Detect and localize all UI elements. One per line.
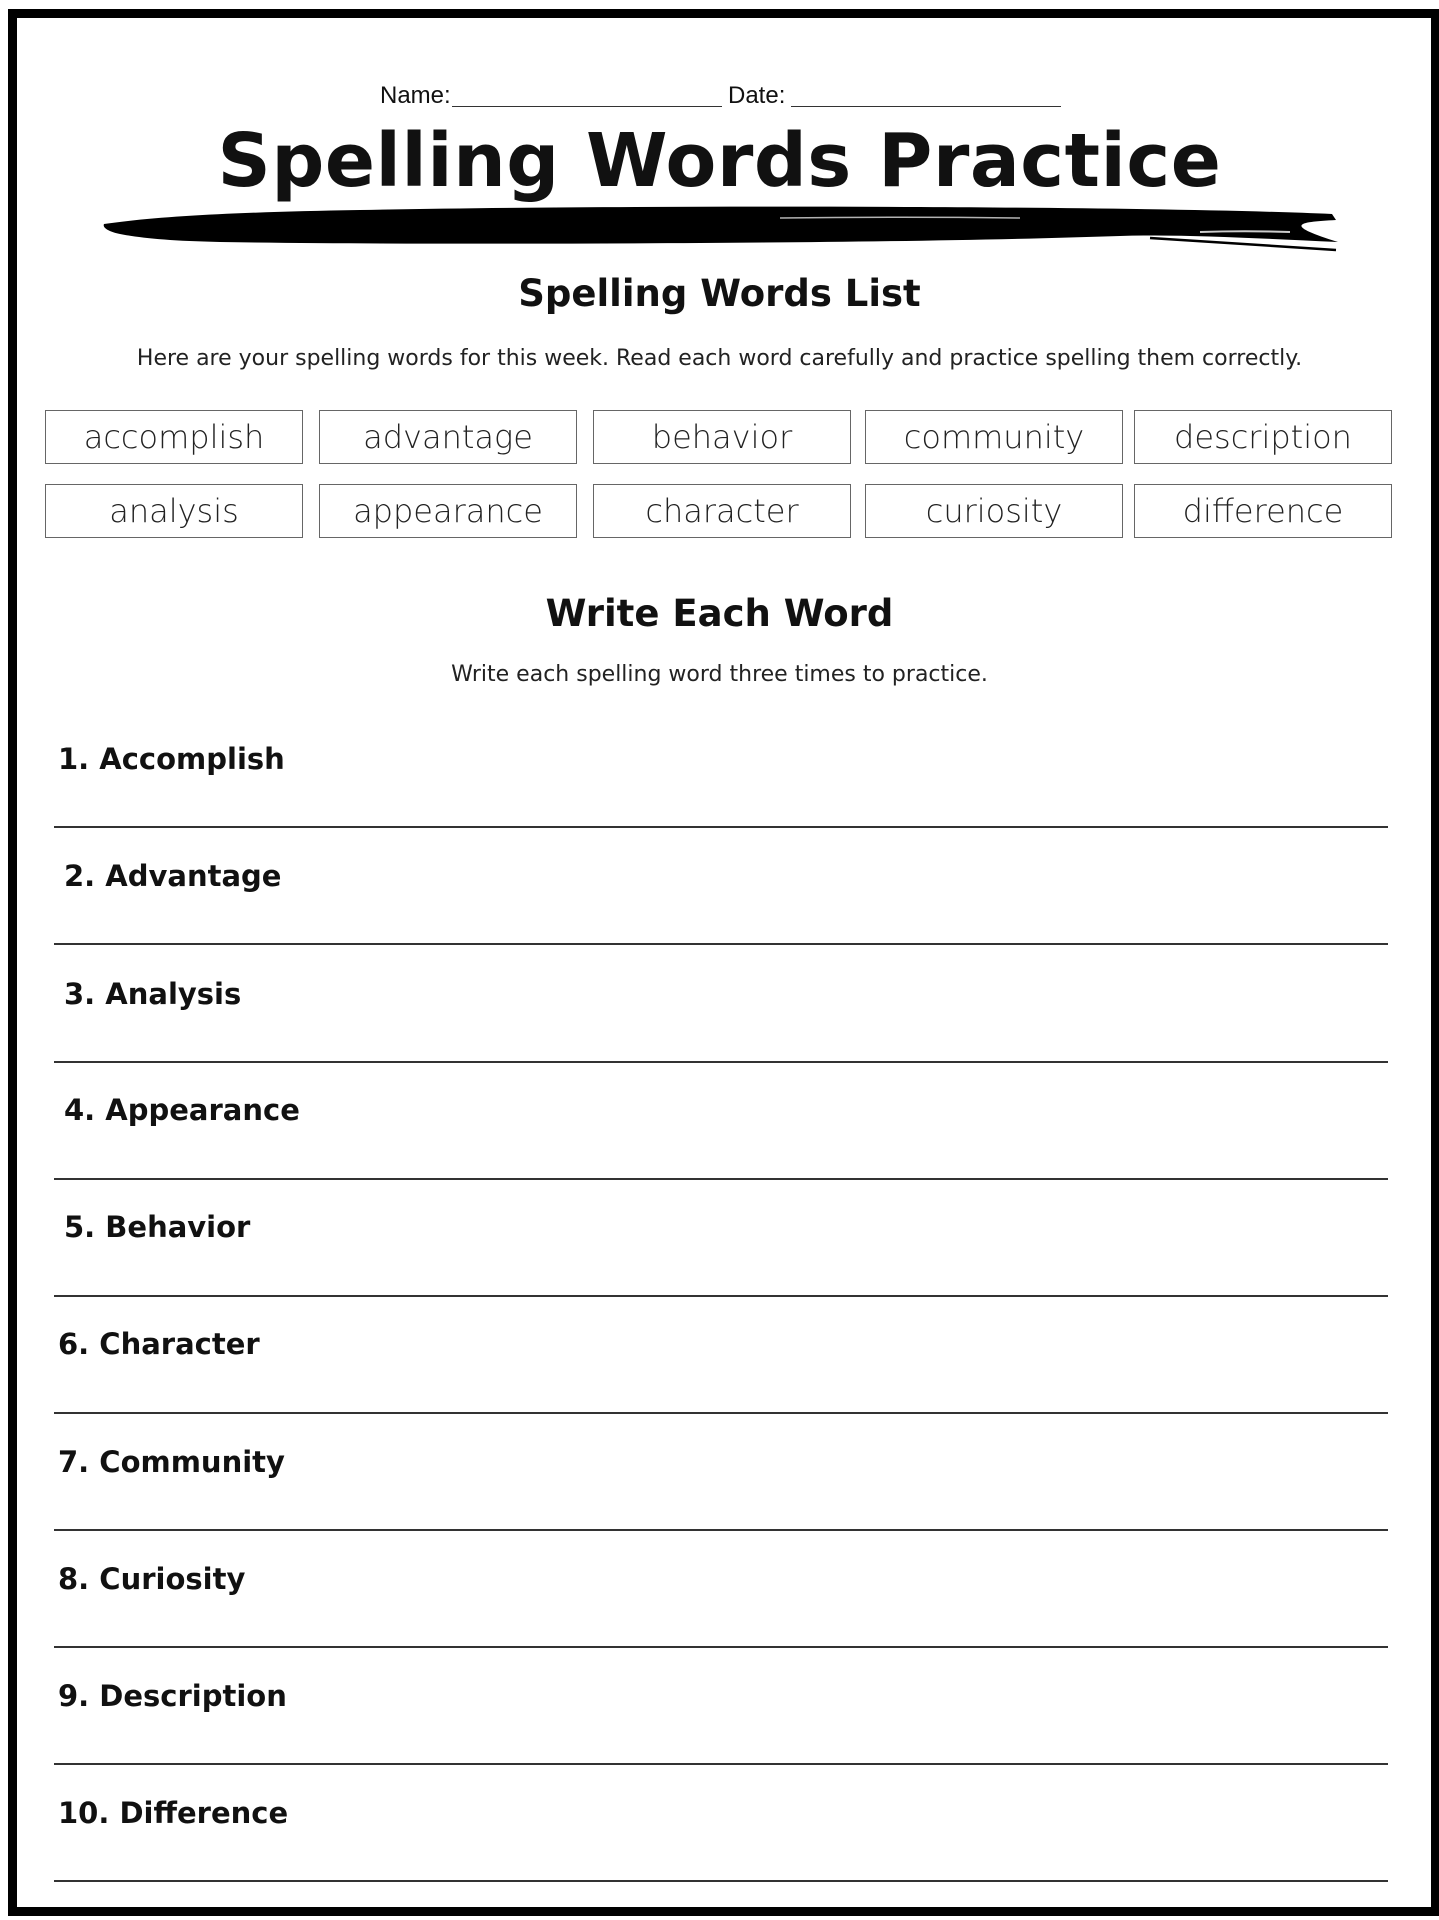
word-box: difference — [1134, 484, 1392, 538]
write-section-heading: Write Each Word — [545, 592, 894, 635]
writing-line[interactable] — [54, 1295, 1388, 1297]
practice-item-label: 1. Accomplish — [58, 742, 285, 776]
spelling-list-instructions: Here are your spelling words for this week. Read each word carefully and practice spelling them correctly. — [136, 346, 1303, 371]
writing-line[interactable] — [54, 1646, 1388, 1648]
practice-item-label: 4. Appearance — [64, 1093, 300, 1127]
name-label: Name: — [380, 82, 451, 109]
name-blank[interactable] — [452, 106, 722, 107]
page-title: Spelling Words Practice — [217, 118, 1222, 204]
brush-stroke-decoration — [100, 198, 1340, 253]
practice-item-label: 8. Curiosity — [58, 1562, 246, 1596]
spelling-list-heading: Spelling Words List — [518, 272, 921, 315]
word-box: appearance — [319, 484, 577, 538]
word-box: advantage — [319, 410, 577, 464]
writing-line[interactable] — [54, 1763, 1388, 1765]
practice-item-label: 7. Community — [58, 1445, 285, 1479]
writing-line[interactable] — [54, 1880, 1388, 1882]
practice-item-label: 6. Character — [58, 1327, 260, 1361]
writing-line[interactable] — [54, 1178, 1388, 1180]
practice-item-label: 9. Description — [58, 1679, 287, 1713]
date-blank[interactable] — [791, 106, 1061, 107]
word-box: character — [593, 484, 851, 538]
word-box: accomplish — [45, 410, 303, 464]
write-section-instructions: Write each spelling word three times to practice. — [451, 662, 988, 687]
word-box: curiosity — [865, 484, 1123, 538]
writing-line[interactable] — [54, 1529, 1388, 1531]
practice-item-label: 10. Difference — [58, 1796, 289, 1830]
practice-item-label: 2. Advantage — [64, 859, 282, 893]
writing-line[interactable] — [54, 943, 1388, 945]
practice-item-label: 5. Behavior — [64, 1210, 251, 1244]
writing-line[interactable] — [54, 826, 1388, 828]
word-box: analysis — [45, 484, 303, 538]
writing-line[interactable] — [54, 1412, 1388, 1414]
date-label: Date: — [728, 82, 786, 109]
word-box: behavior — [593, 410, 851, 464]
writing-line[interactable] — [54, 1061, 1388, 1063]
practice-item-label: 3. Analysis — [64, 977, 242, 1011]
word-box: community — [865, 410, 1123, 464]
word-box: description — [1134, 410, 1392, 464]
